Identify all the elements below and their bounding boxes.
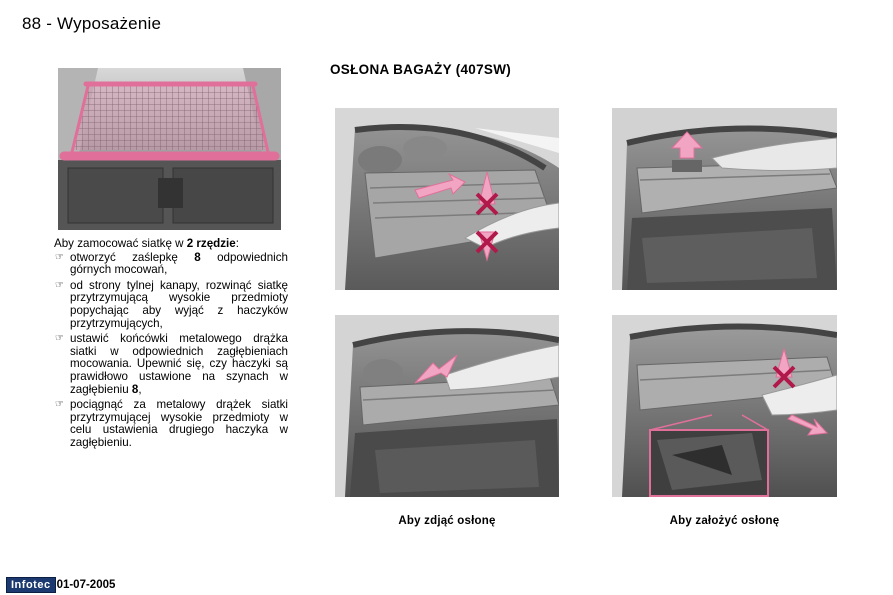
step-text: ustawić końcówki metalowego drążka siatki w odpowiednich zagłębieniach mocowania. Upewnić się, czy haczyki są prawidłowo ustawione na szynach w zagłębieniu: [70, 332, 288, 396]
step-text: od strony tylnej kanapy, rozwinąć siatkę przytrzymującą wysokie przedmioty popychając aby wyjąć z haczyków przytrzymujących,: [70, 278, 288, 330]
pointing-hand-icon: ☞: [55, 399, 64, 411]
instructions-block: [54, 238, 288, 453]
install-cover-illustration-top: [612, 108, 837, 290]
remove-cover-illustration-bottom: [335, 315, 559, 497]
step-text-end: ,: [138, 382, 142, 396]
intro-end: :: [235, 237, 239, 250]
caption-install-cover: Aby założyć osłonę: [669, 515, 780, 527]
pointing-hand-icon: ☞: [55, 251, 64, 263]
remove-cover-photo-bottom: [335, 315, 559, 497]
step-item: [54, 333, 288, 396]
pointing-hand-icon: ☞: [55, 279, 64, 291]
step-text-end: odpowiednich górnych mocowań,: [70, 250, 288, 277]
step-item: [54, 252, 288, 277]
footer-brand-logo: Infotec: [6, 577, 56, 593]
step-item: [54, 280, 288, 330]
step-item: [54, 399, 288, 449]
pointing-hand-icon: ☞: [55, 333, 64, 345]
section-title: OSŁONA BAGAŻY (407SW): [330, 62, 512, 77]
install-cover-photo-top: [612, 108, 837, 290]
page-header: 88 - Wyposażenie: [22, 14, 162, 33]
intro-bold: 2 rzędzie: [186, 237, 236, 250]
step-bold: 8: [194, 250, 201, 264]
instructions-intro: [54, 238, 288, 251]
install-cover-photo-bottom: [612, 315, 837, 497]
luggage-net-photo: [58, 68, 281, 230]
steps-list: [54, 252, 288, 450]
remove-cover-photo-top: [335, 108, 559, 290]
step-text: otworzyć zaślepkę: [70, 250, 195, 264]
footer: [6, 577, 115, 593]
caption-remove-cover: Aby zdjąć osłonę: [398, 515, 496, 527]
luggage-net-illustration: [58, 68, 281, 230]
footer-date: 01-07-2005: [56, 579, 116, 591]
install-cover-illustration-bottom: [612, 315, 837, 497]
step-text: pociągnąć za metalowy drążek siatki przytrzymującej wysokie przedmioty w celu ustawienia drugiego haczyka w zagłębieniu.: [70, 398, 288, 449]
step-bold: 8: [131, 382, 139, 396]
intro-text: Aby zamocować siatkę w: [54, 237, 187, 250]
remove-cover-illustration-top: [335, 108, 559, 290]
